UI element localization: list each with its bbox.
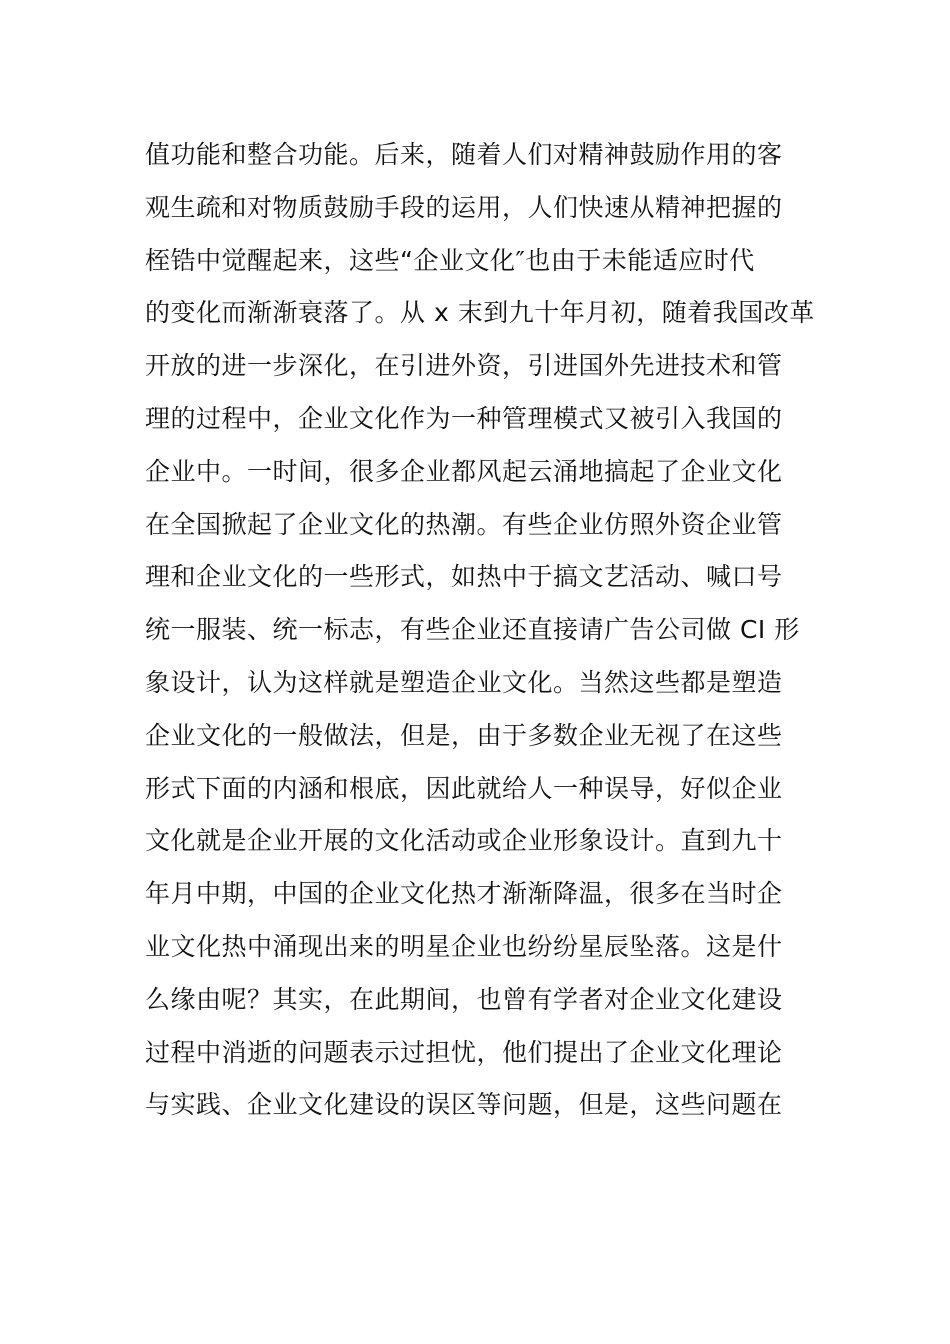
text-line: 形式下面的内涵和根底，因此就给人一种误导，好似企业 — [145, 773, 783, 803]
text-line: 业文化热中涌现出来的明星企业也纷纷星辰坠落。这是什 — [145, 931, 783, 961]
text-line: 开放的进一步深化，在引进外资，引进国外先进技术和管 — [145, 351, 783, 381]
text-line: 理的过程中，企业文化作为一种管理模式又被引入我国的 — [145, 403, 783, 433]
text-line: 桎锆中觉醒起来，这些“企业文化″也由于未能适应时代 — [145, 245, 755, 275]
text-line: 么缘由呢？其实，在此期间，也曾有学者对企业文化建设 — [145, 984, 783, 1014]
text-line: 的变化而渐渐衰落了。从 x 末到九十年月初，随着我国改革 — [145, 298, 815, 328]
text-line: 观生疏和对物质鼓励手段的运用，人们快速从精神把握的 — [145, 192, 783, 222]
text-line: 企业文化的一般做法，但是，由于多数企业无视了在这些 — [145, 720, 783, 750]
text-line: 统一服装、统一标志，有些企业还直接请广告公司做 CI 形 — [145, 615, 800, 645]
body-paragraph — [145, 132, 815, 1135]
text-line: 文化就是企业开展的文化活动或企业形象设计。直到九十 — [145, 826, 783, 856]
text-line: 值功能和整合功能。后来，随着人们对精神鼓励作用的客 — [145, 140, 783, 169]
text-line: 理和企业文化的一些形式，如热中于搞文艺活动、喊口号 — [145, 562, 783, 592]
text-line: 象设计，认为这样就是塑造企业文化。当然这些都是塑造 — [145, 667, 783, 697]
text-line: 企业中。一时间，很多企业都风起云涌地搞起了企业文化 — [145, 456, 783, 486]
text-line: 年月中期，中国的企业文化热才渐渐降温，很多在当时企 — [145, 879, 783, 909]
text-line: 过程中消逝的问题表示过担忧，他们提出了企业文化理论 — [145, 1037, 783, 1067]
text-line: 与实践、企业文化建设的误区等问题，但是，这些问题在 — [145, 1090, 783, 1120]
text-line: 在全国掀起了企业文化的热潮。有些企业仿照外资企业管 — [145, 509, 783, 539]
